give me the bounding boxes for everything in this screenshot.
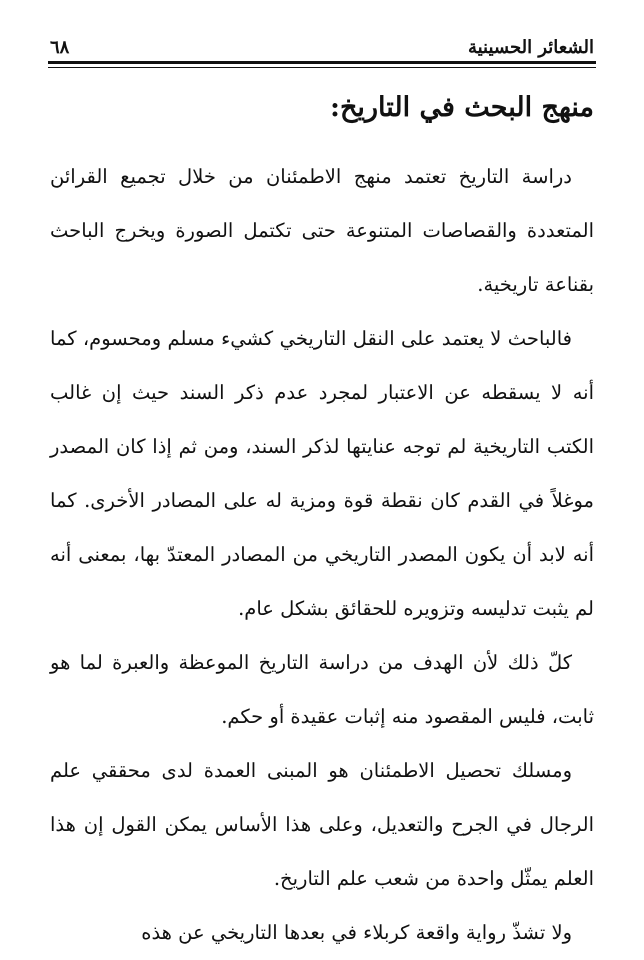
page-number: ٦٨	[50, 37, 70, 58]
paragraph: دراسة التاريخ تعتمد منهج الاطمئنان من خلال تجميع القرائن المتعددة والقصاصات المتنوعة حتى تكتمل الصورة ويخرج الباحث بقناعة تاريخية.	[50, 165, 594, 296]
paragraph: ومسلك تحصيل الاطمئنان هو المبنى العمدة لدى محققي علم الرجال في الجرح والتعديل، وعلى هذا الأساس يمكن القول إن هذا العلم يمثّل واحدة من شعب علم التاريخ.	[50, 759, 594, 890]
paragraph: ولا تشذّ رواية واقعة كربلاء في بعدها التاريخي عن هذه	[141, 921, 572, 944]
running-title: الشعائر الحسينية	[467, 37, 594, 58]
paragraph: كلّ ذلك لأن الهدف من دراسة التاريخ الموعظة والعبرة لما هو ثابت، فليس المقصود منه إثبات عقيدة أو حكم.	[50, 651, 594, 728]
section-title: منهج البحث في التاريخ:	[330, 92, 594, 123]
page-header	[50, 26, 594, 58]
header-rule-thick	[48, 61, 596, 64]
body-text	[50, 150, 594, 960]
header-rule-thin	[48, 67, 596, 68]
paragraph: فالباحث لا يعتمد على النقل التاريخي كشيء مسلم ومحسوم، كما أنه لا يسقطه عن الاعتبار لمجرد عدم ذكر السند حيث إن غالب الكتب التاريخية لم توجه عنايتها لذكر السند، ومن ثم إذا كان المصدر موغلاً في القدم كان نقطة قوة ومزية له على المصادر الأخرى. كما أنه لابد أن يكون المصدر التاريخي من المصادر المعتدّ بها، بمعنى أنه لم يثبت تدليسه وتزويره للحقائق بشكل عام.	[50, 327, 594, 620]
